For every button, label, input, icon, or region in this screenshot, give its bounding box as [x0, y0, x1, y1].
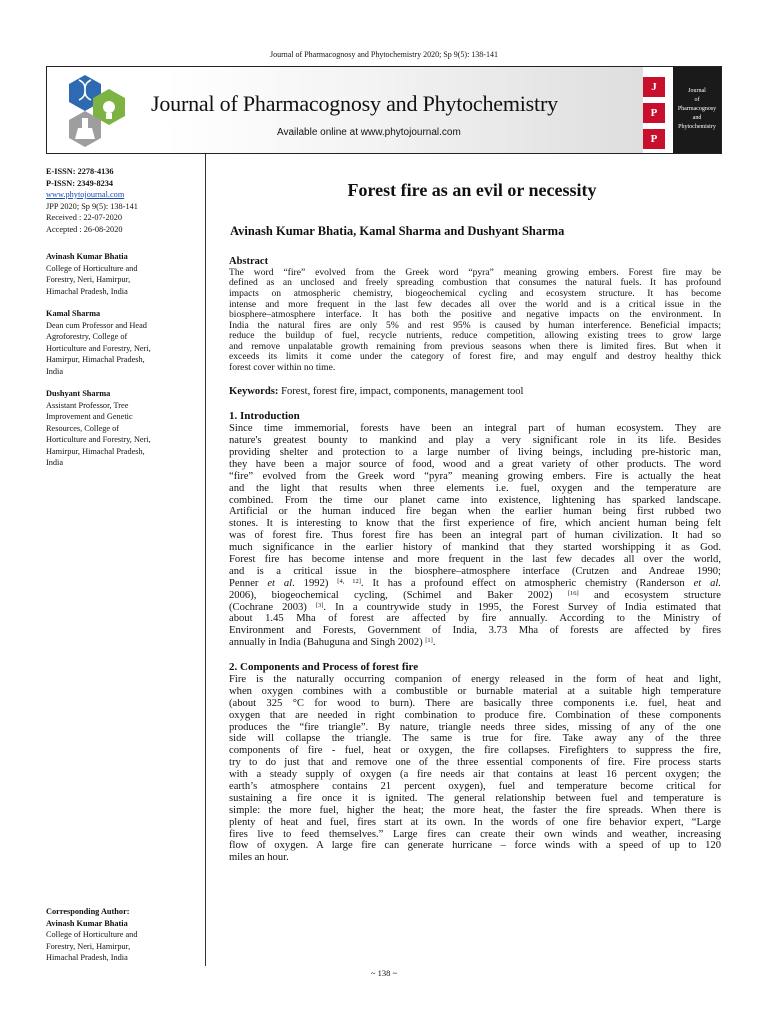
abstract-line: forest cover within no time. [229, 362, 336, 373]
page-number: ~ 138 ~ [370, 968, 398, 978]
body-line: plenty of heat and fuel, fires start at its own. In the words of one fire behavior expert, “Large [229, 816, 721, 828]
abstract-line: defined as an unclosed and freely spreading combustion that consumes the natural fuels. It has profound [229, 278, 721, 289]
abstract-line: and remove unpalatable growth remaining from previous seasons when there is limited fires. But when it [229, 341, 721, 352]
body-line [229, 637, 721, 649]
body-line: and is a critical issue in the biosphere–atmosphere interface (Crutzen and Andreae 1990; [229, 565, 721, 577]
affiliation-line: Himachal Pradesh, India [46, 953, 128, 962]
abstract-heading: Abstract [229, 256, 269, 267]
text-run: Penner [229, 577, 268, 589]
body-line: components of fire - fuel, heat or oxygen, the fire collapses. Firefighters to suppress the fire, [229, 745, 721, 757]
abstract-line: biosphere–atmosphere interface. It has both the positive and negative impacts on the environment. In [229, 310, 721, 321]
jpp-letters [643, 77, 675, 153]
affiliation-line: Horticulture and Forestry, Neri, [46, 343, 151, 353]
body-line: oxygen that are needed in right combination to produce fire. Combination of these components [229, 709, 721, 721]
body-line [229, 602, 721, 614]
text-run: . [432, 637, 436, 649]
body-line: produces the “fire triangle”. By nature, triangle needs three sides, missing of any of the one [229, 721, 721, 733]
affiliation-line: College of Horticulture and [46, 930, 138, 939]
body-line: about 1.45 Mha of forest are affected by fire annually. According to the Ministry of [229, 613, 721, 625]
affiliation-line: India [46, 458, 64, 467]
pissn: P-ISSN: 2349-8234 [46, 178, 114, 188]
affiliation-line: Dean cum Professor and Head [46, 320, 147, 330]
author-name: Avinash Kumar Bhatia [46, 252, 128, 261]
body-line: try to do just that and remove one of the three essential components of fire. Fire process starts [229, 757, 721, 769]
body-line: when oxygen combines with a combustible or burnable material at a suitable high temperature [229, 685, 721, 697]
journal-logo-icon [57, 71, 137, 151]
text-run: annually in India (Bahuguna and Singh 2002) [229, 637, 426, 649]
citation-ref: [4, 12] [337, 577, 361, 585]
column-divider [205, 154, 206, 966]
abstract-line: impacts on atmospheric chemistry, biogeochemical cycling and ecosystem structure. It has become [229, 289, 721, 299]
text-run: and ecosystem structure [578, 589, 721, 601]
text-run: et al. [693, 577, 721, 589]
body-line: nature's greatest bounty to mankind and play a very significant role in its life. Besides [229, 435, 721, 447]
paper-title: Forest fire as an evil or necessity [347, 180, 597, 200]
side-panel-line: Phytochemistry [678, 124, 716, 130]
affiliation-line: Himachal Pradesh, India [46, 286, 128, 296]
affiliation-line: Forestry, Neri, Hamirpur, [46, 275, 131, 284]
corresponding-label: Corresponding Author: [46, 907, 130, 916]
body-line [229, 578, 721, 590]
text-run: . It has a profound effect on atmospheric chemistry (Randerson [360, 577, 694, 589]
body-line: was of forest fire. Thus forest fire has been an integral part of human civilization. It had so [229, 530, 721, 542]
introduction-heading: 1. Introduction [229, 410, 300, 423]
citation-ref: [16] [567, 589, 579, 597]
text-run: (Cochrane 2003) [229, 601, 316, 613]
jpp-letter-p2: P [643, 129, 665, 149]
body-line: fires live to feed themselves.” Large fires can create their own winds and weather, increasing [229, 828, 721, 840]
affiliation-line: Horticulture and Forestry, Neri, [46, 435, 151, 444]
corresponding-name: Avinash Kumar Bhatia [46, 918, 128, 928]
affiliation-line: Resources, College of [46, 423, 120, 433]
abstract-line: India the natural fires are only 5% and rest 95% is caused by human interference. Beneficial impacts; [229, 320, 721, 331]
author-name: Dushyant Sharma [46, 389, 111, 398]
body-line [229, 590, 721, 602]
main-column [229, 256, 721, 864]
body-line: they have been a major source of food, wood and a great variety of other products. The word [229, 458, 721, 470]
introduction-body [229, 423, 721, 649]
body-line: flow of oxygen. A large fire can generate hurricane – force winds with a speed of up to 120 [229, 840, 721, 852]
citation-ref: [3] [315, 601, 324, 609]
text-run: . 1992) [292, 577, 338, 589]
journal-title: Journal of Pharmacognosy and Phytochemistry [151, 91, 558, 116]
side-panel-line: Journal [688, 88, 706, 94]
abstract-line: intense and more frequent in the last few decades all over the world and is a critical issue in the [229, 299, 721, 310]
body-line: side will collapse the triangle. The same is true for fire. Take away any of the three [229, 733, 721, 745]
available-online-text: Available online at www.phytojournal.com [277, 127, 461, 138]
affiliation-line: India [46, 366, 64, 376]
accepted-date: Accepted : 26-08-2020 [46, 224, 123, 234]
jpp-letter-p1: P [643, 103, 665, 123]
body-line: Fire is the naturally occurring companion of energy released in the form of heat and light, [229, 674, 721, 685]
body-line: providing shelter and protection to a large number of living beings, including pre-historic man, [229, 446, 721, 458]
abstract-body [229, 268, 721, 373]
keywords-label: Keywords: [229, 386, 279, 398]
text-run: et al [267, 577, 293, 589]
affiliation-line: Hamirpur, Himachal Pradesh, [46, 446, 145, 456]
components-heading: 2. Components and Process of forest fire [229, 661, 419, 674]
body-line: Forest fire has become intense and more frequent in the last few decades all over the world, [229, 553, 721, 565]
body-line: Since time immemorial, forests have been an integral part of human ecosystem. They are [229, 423, 721, 435]
body-line: “fire” evolved from the Greek word “pyra” meaning growing embers. Fire is actually the heat [229, 470, 721, 482]
body-line: earth’s atmosphere contains 21 percent oxygen), fuel and temperature become critical for [229, 781, 721, 793]
abstract-line: exceeds its limits it come under the category of forest fire, and may engulf and destroy healthy thick [229, 352, 721, 363]
text-run: 2006), biogeochemical cycling, (Schimel and Baker 2002) [229, 589, 568, 601]
body-line: and the light that results when three elements i.e. fuel, oxygen and the temperature are [229, 482, 721, 494]
journal-banner [46, 66, 722, 154]
body-line: (about 325 °C for wood to burn). There are basically three components i.e. fuel, heat and [229, 697, 721, 709]
affiliation-line: Agroforestry, College of [46, 332, 128, 341]
affiliation-line: Assistant Professor, Tree [46, 400, 129, 410]
keywords-text: Forest, forest fire, impact, components, management tool [278, 386, 524, 398]
website-link[interactable]: www.phytojournal.com [46, 190, 125, 199]
paper-authors: Avinash Kumar Bhatia, Kamal Sharma and Dushyant Sharma [230, 224, 565, 238]
jpp-ref: JPP 2020; Sp 9(5): 138-141 [46, 201, 138, 211]
abstract-line: The word “fire” evolved from the Greek word “pyra” meaning growing embers. Forest fire may be [229, 267, 721, 278]
citation-ref: [1] [425, 637, 433, 645]
body-line: much significance in the earlier history of mankind that they started worshipping it as God. [229, 542, 721, 554]
side-panel-line: Pharmacognosy [677, 106, 717, 112]
body-line: Environment and Forests, Government of India, 3.73 Mha of forests are affected by fires [229, 625, 721, 637]
jpp-letter-j: J [643, 77, 665, 97]
author-name: Kamal Sharma [46, 309, 101, 318]
side-panel-line: and [692, 115, 702, 121]
affiliation-line: Forestry, Neri, Hamirpur, [46, 941, 131, 951]
body-line: with a steady supply of oxygen (a fire needs air that contains at least 16 percent oxygen; the [229, 769, 721, 781]
side-panel-line: of [694, 97, 700, 103]
abstract-line: reduce the buildup of fuel, recycle nutrients, reduce competition, allowing existing trees to grow large [229, 331, 721, 342]
components-body [229, 674, 721, 864]
body-line: miles an hour. [229, 852, 289, 864]
body-line: combined. From the time our planet came into existence, lightening has sparked landscape. [229, 494, 721, 506]
running-head: Journal of Pharmacognosy and Phytochemistry 2020; Sp 9(5): 138-141 [270, 50, 498, 59]
text-run: . In a countrywide study in 1995, the Forest Survey of India estimated that [323, 601, 721, 613]
body-line: simple: the more fuel, higher the heat; the more heat, the faster the fire spreads. When there is [229, 804, 721, 816]
affiliation-line: Hamirpur, Himachal Pradesh, [46, 355, 145, 364]
affiliation-line: Improvement and Genetic [46, 412, 133, 421]
eissn: E-ISSN: 2278-4136 [46, 167, 114, 176]
body-line: Artificial or the human induced fire began when the earlier human being first rubbed two [229, 506, 721, 518]
body-line: stones. It is interesting to know that the first experience of fire, which ancient human being felt [229, 518, 721, 530]
corresponding-author [46, 906, 196, 964]
sidebar [46, 166, 196, 469]
received-date: Received : 22-07-2020 [46, 213, 123, 222]
body-line: sustaining a fire once it is ignited. The general relationship between fuel and temperature is [229, 792, 721, 804]
affiliation-line: College of Horticulture and [46, 263, 138, 273]
keywords [229, 386, 721, 398]
journal-side-panel [673, 67, 721, 153]
